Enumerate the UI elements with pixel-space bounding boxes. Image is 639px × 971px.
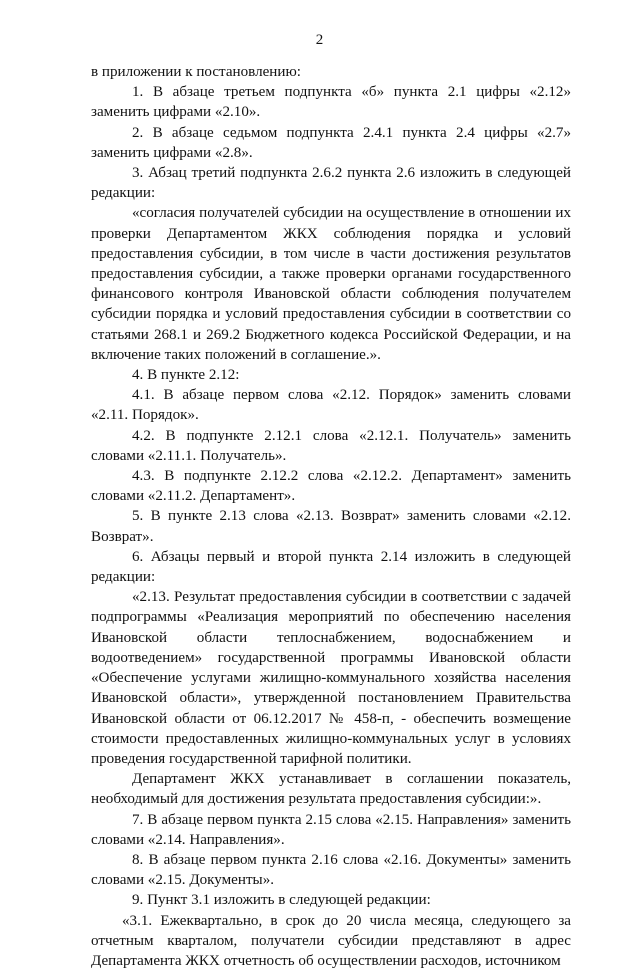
paragraph: в приложении к постановлению: [91,64,301,80]
quoted-paragraph: «2.13. Результат предоставления субсидии в соответствии с задачей подпрограммы «Реализация мероприятий по обеспечению населения Ивановской области теплоснабжением, водоснабжением и водоотведением» государственной программы Ивановской области «Обеспечение услугами жилищно-коммунального хозяйства населения Ивановской области», утвержденной постановлением Правительства Ивановской области от 06.12.2017 № 458-п, - обеспечить возмещение стоимости предоставленных жилищно-коммунальных услуг в условиях проведения государственной тарифной политики. [91,589,571,767]
paragraph: Департамент ЖКХ устанавливает в соглашении показатель, необходимый для достижения результата предоставления субсидии:». [91,771,571,808]
paragraph: 4.2. В подпункте 2.12.1 слова «2.12.1. Получатель» заменить словами «2.11.1. Получатель». [91,427,571,464]
quoted-paragraph: «3.1. Ежеквартально, в срок до 20 числа месяца, следующего за отчетным кварталом, получатели субсидии представляют в адрес Департамента ЖКХ отчетность об осуществлении расходов, источником [91,912,571,969]
paragraph: 9. Пункт 3.1 изложить в следующей редакции: [132,892,431,909]
paragraph: 6. Абзацы первый и второй пункта 2.14 изложить в следующей редакции: [91,548,571,586]
paragraph: 4.1. В абзаце первом слова «2.12. Порядок» заменить словами «2.11. Порядок». [91,387,571,424]
document-body [91,62,571,971]
paragraph: 3. Абзац третий подпункта 2.6.2 пункта 2.6 изложить в следующей редакции: [91,165,571,202]
paragraph: 8. В абзаце первом пункта 2.16 слова «2.16. Документы» заменить словами «2.15. Документы». [91,851,571,889]
paragraph: 2. В абзаце седьмом подпункта 2.4.1 пункта 2.4 цифры «2.7» заменить цифрами «2.8». [91,124,571,161]
paragraph: 5. В пункте 2.13 слова «2.13. Возврат» заменить словами «2.12. Возврат». [91,508,571,545]
page-number: 2 [315,32,324,48]
quoted-paragraph: «согласия получателей субсидии на осуществление в отношении их проверки Департаментом ЖКХ соблюдения порядка и условий предоставления субсидии, в том числе в части достижения результатов предоставления субсидии, а также проверки органами государственного финансового контроля Ивановской области соблюдения получателем субсидии порядка и условий предоставления субсидии в соответствии со статьями 268.1 и 269.2 Бюджетного кодекса Российской Федерации, и на включение таких положений в соглашение.». [91,205,571,363]
paragraph: 1. В абзаце третьем подпункта «б» пункта 2.1 цифры «2.12» заменить цифрами «2.10». [91,84,571,121]
paragraph: 7. В абзаце первом пункта 2.15 слова «2.15. Направления» заменить словами «2.14. Направления». [91,811,571,848]
paragraph: 4.3. В подпункте 2.12.2 слова «2.12.2. Департамент» заменить словами «2.11.2. Департамент». [91,468,571,505]
paragraph: 4. В пункте 2.12: [132,367,240,384]
